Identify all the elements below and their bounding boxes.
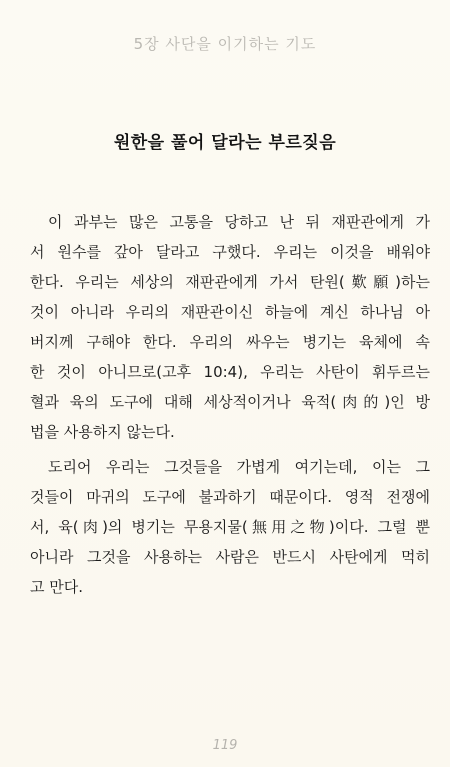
paragraph-1-line-5: 버지께 구해야 한다. 우리의 싸우는 병기는 육체에 속 — [30, 333, 430, 351]
section-title: 원한을 풀어 달라는 부르짖음 — [113, 133, 337, 153]
paragraph-2-line-2: 것들이 마귀의 도구에 불과하기 때문이다. 영적 전쟁에 — [30, 488, 430, 506]
paragraph-2-line-4: 아니라 그것을 사용하는 사람은 반드시 사탄에게 먹히 — [30, 548, 430, 566]
paragraph-2-line-5: 고 만다. — [30, 578, 84, 596]
paragraph-1-line-8: 법을 사용하지 않는다. — [30, 423, 175, 441]
paragraph-1-line-7: 혈과 육의 도구에 대해 세상적이거나 육적(肉的)인 방 — [30, 393, 430, 411]
paragraph-1-line-1: 이 과부는 많은 고통을 당하고 난 뒤 재판관에게 가 — [48, 213, 430, 231]
body-text — [30, 207, 430, 602]
paragraph-2-line-1: 도리어 우리는 그것들을 가볍게 여기는데, 이는 그 — [48, 458, 430, 476]
paragraph-1-line-6: 한 것이 아니므로(고후 10:4), 우리는 사탄이 휘두르는 — [30, 363, 430, 381]
paragraph-1-line-3: 한다. 우리는 세상의 재판관에게 가서 탄원(歎願)하는 — [30, 273, 430, 291]
page-number: 119 — [212, 738, 238, 753]
running-header: 5장 사단을 이기하는 기도 — [133, 35, 317, 53]
paragraph-2-line-3: 서, 육(肉)의 병기는 무용지물(無用之物)이다. 그럴 뿐 — [30, 518, 430, 536]
paragraph-1-line-2: 서 원수를 갚아 달라고 구했다. 우리는 이것을 배워야 — [30, 243, 430, 261]
paragraph-1-line-4: 것이 아니라 우리의 재판관이신 하늘에 계신 하나님 아 — [30, 303, 430, 321]
